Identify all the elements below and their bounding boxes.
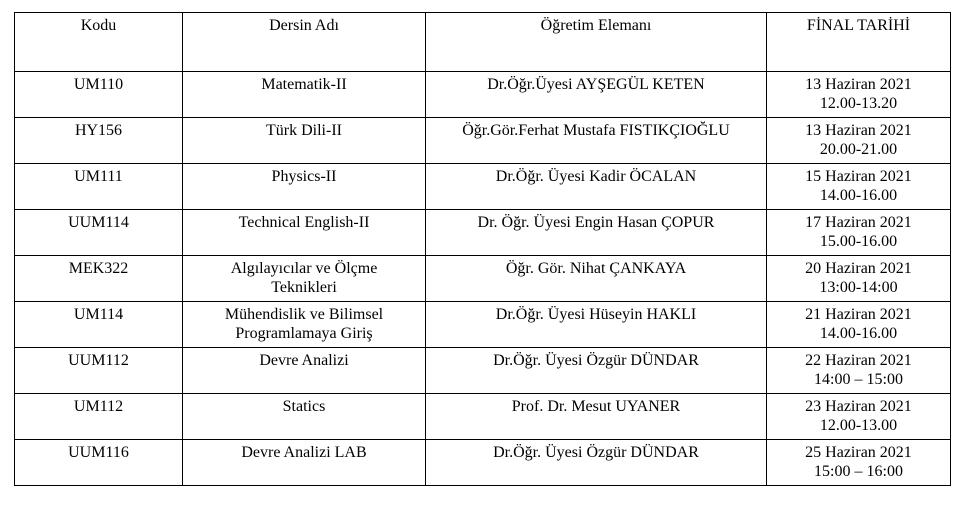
exam-time: 14:00 – 15:00 bbox=[814, 371, 903, 388]
exam-date: 15 Haziran 2021 bbox=[805, 168, 912, 185]
course-line: Mühendislik ve Bilimsel bbox=[224, 306, 384, 323]
table-row bbox=[15, 164, 951, 210]
cell-instructor: Dr.Öğr. Üyesi Özgür DÜNDAR bbox=[426, 348, 767, 394]
header-instructor: Öğretim Elemanı bbox=[426, 13, 767, 72]
cell-instructor: Öğr. Gör. Nihat ÇANKAYA bbox=[426, 256, 767, 302]
cell-instructor: Dr. Öğr. Üyesi Engin Hasan ÇOPUR bbox=[426, 210, 767, 256]
cell-course bbox=[183, 256, 426, 302]
table-row bbox=[15, 394, 951, 440]
exam-time: 12.00-13.00 bbox=[819, 417, 898, 434]
course-line: Türk Dili-II bbox=[266, 122, 342, 139]
exam-time: 12.00-13.20 bbox=[819, 95, 898, 112]
cell-final-date bbox=[767, 440, 951, 486]
cell-course bbox=[183, 440, 426, 486]
cell-final-date bbox=[767, 302, 951, 348]
header-final-date: FİNAL TARİHİ bbox=[767, 13, 951, 72]
exam-date: 13 Haziran 2021 bbox=[805, 122, 912, 139]
exam-date: 17 Haziran 2021 bbox=[805, 214, 912, 231]
table-row bbox=[15, 440, 951, 486]
course-line: Physics-II bbox=[271, 168, 337, 185]
exam-date: 25 Haziran 2021 bbox=[805, 444, 912, 461]
cell-code: UUM116 bbox=[15, 440, 183, 486]
exam-time: 20.00-21.00 bbox=[819, 141, 898, 158]
exam-time: 15.00-16.00 bbox=[819, 233, 898, 250]
course-line: Algılayıcılar ve Ölçme bbox=[230, 260, 378, 277]
cell-course bbox=[183, 118, 426, 164]
exam-time: 14.00-16.00 bbox=[819, 325, 898, 342]
cell-instructor: Prof. Dr. Mesut UYANER bbox=[426, 394, 767, 440]
table-row bbox=[15, 348, 951, 394]
cell-instructor: Dr.Öğr. Üyesi Hüseyin HAKLI bbox=[426, 302, 767, 348]
course-line: Statics bbox=[282, 398, 326, 415]
header-course: Dersin Adı bbox=[183, 13, 426, 72]
course-line: Devre Analizi LAB bbox=[241, 444, 367, 461]
table-row bbox=[15, 210, 951, 256]
cell-code: HY156 bbox=[15, 118, 183, 164]
course-line: Teknikleri bbox=[271, 279, 337, 296]
course-line: Devre Analizi bbox=[259, 352, 349, 369]
cell-course bbox=[183, 210, 426, 256]
cell-course bbox=[183, 394, 426, 440]
cell-final-date bbox=[767, 118, 951, 164]
table-header-row bbox=[15, 13, 951, 72]
exam-time: 15:00 – 16:00 bbox=[814, 463, 903, 480]
header-code: Kodu bbox=[15, 13, 183, 72]
exam-date: 21 Haziran 2021 bbox=[805, 306, 912, 323]
table-row bbox=[15, 72, 951, 118]
cell-final-date bbox=[767, 394, 951, 440]
table-row bbox=[15, 302, 951, 348]
cell-instructor: Dr.Öğr. Üyesi Özgür DÜNDAR bbox=[426, 440, 767, 486]
cell-code: UM111 bbox=[15, 164, 183, 210]
cell-instructor: Dr.Öğr.Üyesi AYŞEGÜL KETEN bbox=[426, 72, 767, 118]
cell-course bbox=[183, 164, 426, 210]
course-line: Technical English-II bbox=[238, 214, 370, 231]
cell-instructor: Öğr.Gör.Ferhat Mustafa FISTIKÇIOĞLU bbox=[426, 118, 767, 164]
cell-code: UUM114 bbox=[15, 210, 183, 256]
exam-time: 14.00-16.00 bbox=[819, 187, 898, 204]
cell-code: UM110 bbox=[15, 72, 183, 118]
cell-instructor: Dr.Öğr. Üyesi Kadir ÖCALAN bbox=[426, 164, 767, 210]
exam-schedule-table bbox=[14, 12, 951, 486]
exam-date: 22 Haziran 2021 bbox=[805, 352, 912, 369]
cell-course bbox=[183, 302, 426, 348]
cell-code: UM114 bbox=[15, 302, 183, 348]
cell-final-date bbox=[767, 164, 951, 210]
exam-date: 20 Haziran 2021 bbox=[805, 260, 912, 277]
course-line: Programlamaya Giriş bbox=[235, 325, 373, 342]
exam-date: 13 Haziran 2021 bbox=[805, 76, 912, 93]
cell-final-date bbox=[767, 348, 951, 394]
cell-code: UM112 bbox=[15, 394, 183, 440]
table-row bbox=[15, 118, 951, 164]
cell-final-date bbox=[767, 72, 951, 118]
cell-course bbox=[183, 348, 426, 394]
cell-code: UUM112 bbox=[15, 348, 183, 394]
exam-date: 23 Haziran 2021 bbox=[805, 398, 912, 415]
cell-final-date bbox=[767, 256, 951, 302]
cell-course bbox=[183, 72, 426, 118]
cell-code: MEK322 bbox=[15, 256, 183, 302]
table-row bbox=[15, 256, 951, 302]
course-line: Matematik-II bbox=[261, 76, 347, 93]
exam-time: 13:00-14:00 bbox=[819, 279, 898, 296]
cell-final-date bbox=[767, 210, 951, 256]
